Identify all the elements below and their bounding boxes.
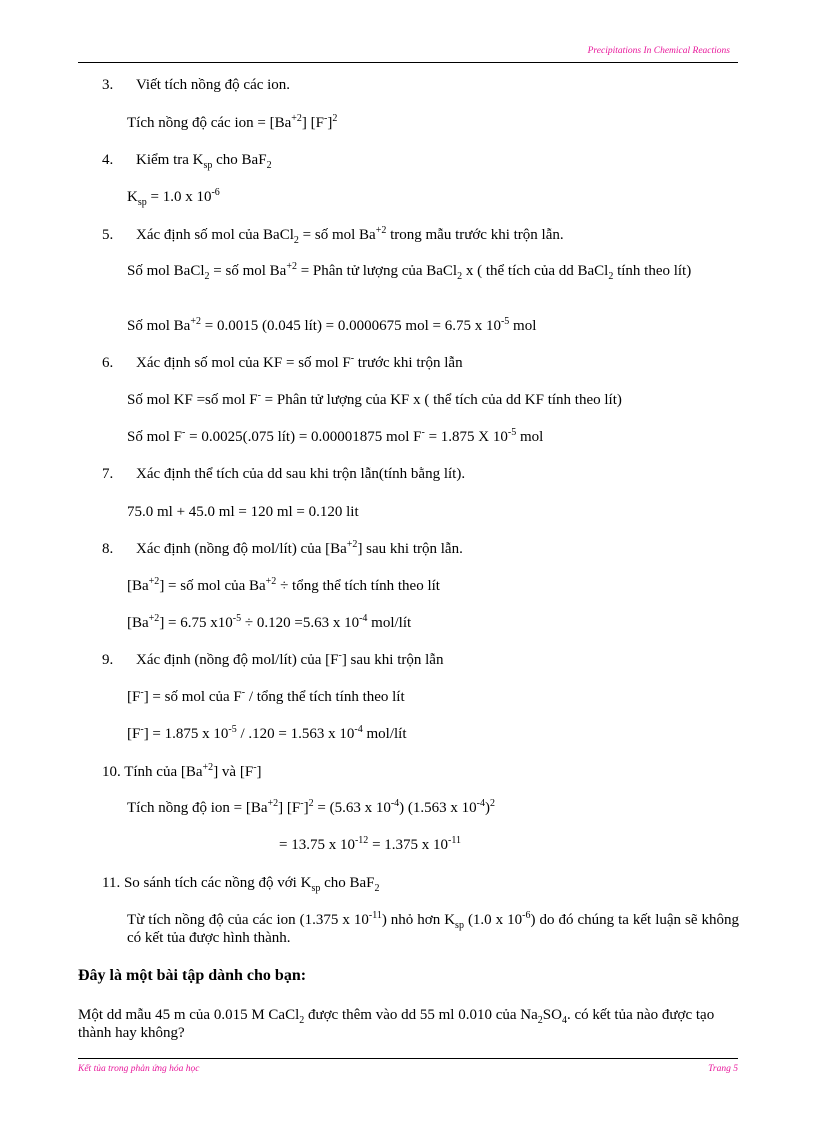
step-5-formula: Số mol BaCl$_2$ = số mol $Ba^{+2}$ = Phân tử lượng của BaCl$_2$ x ( thể tích của dd BaCl$_2$ tính theo lít) (127, 261, 692, 282)
page-header (78, 44, 738, 64)
header-title: Precipitations In Chemical Reactions (587, 46, 730, 56)
step-8-formula: $[Ba^{+2}]$ = số mol của $Ba^{+2}$ ÷ tổng thể tích tính theo lít (127, 576, 440, 594)
footer-rule (78, 1058, 738, 1059)
step-10-title: 10. Tính của $[Ba^{+2}]$ và [F-] (102, 762, 262, 780)
step-7-calc: 75.0 ml + 45.0 ml = 120 ml = 0.120 lit (127, 504, 359, 520)
step-4-ksp: $K_{sp} = 1.0$ x $10^{-6}$ (127, 187, 220, 208)
step-6-calc: Số mol F- = 0.0025(.075 lít) = 0.00001875 mol F- = 1.875 X $10^{-5}$ mol (127, 427, 544, 445)
step-8-calc: $[Ba^{+2}] = 6.75$ $x10^{-5} \div 0.120 =5.63$ x $10^{-4}$ mol/lít (127, 613, 412, 631)
step-11-title: 11. So sánh tích các nồng độ với $K_{sp}$ cho BaF$_2$ (102, 875, 380, 894)
step-5-calc: Số mol $Ba^{+2} = 0.0015$ (0.045 lít) = 0.0000675 mol = 6.75 x $10^{-5}$ mol (127, 316, 537, 334)
step-7-title: 7. Xác định thể tích của dd sau khi trộn lẫn(tính bằng lít). (102, 466, 466, 482)
step-10-formula: Tích nồng độ ion = $[Ba^{+2}] [F^-]^2 = (5.63$ x $10^{-4}$) (1.563 x $10^{-4})^2$ (127, 798, 496, 816)
step-6-formula: Số mol KF =số mol F- = Phân tử lượng của KF x ( thể tích của dd KF tính theo lít) (127, 390, 622, 408)
exercise-heading: Đây là một bài tập dành cho bạn: (78, 967, 307, 984)
step-3-title: 3. Viết tích nồng độ các ion. (102, 77, 291, 93)
footer-title: Kết tủa trong phản ứng hóa học (78, 1064, 200, 1074)
step-9-formula: [F-] = số mol của F- / tổng thể tích tính theo lít (127, 687, 405, 705)
step-11-conclusion: Từ tích nồng độ của các ion (1.375 x $10^{-11}$) nhỏ hơn $K_{sp}$ (1.0 x $10^{-6}$) do đó chúng ta kết luận sẽ không có kết tủa được hình thành. (127, 910, 739, 946)
step-6-title: 6. Xác định số mol của KF = số mol F- trước khi trộn lẫn (102, 353, 463, 371)
step-4-title: 4. Kiểm tra $K_{sp}$ cho BaF$_2$ (102, 152, 272, 171)
step-10-result: = 13.75 x $10^{-12} = 1.375$ x $10^{-11}$ (279, 835, 461, 853)
step-9-title: 9. Xác định (nồng độ mol/lít) của [F-] sau khi trộn lẫn (102, 650, 444, 668)
step-5-title: 5. Xác định số mol của BaCl$_2$ = số mol $Ba^{+2}$ trong mẫu trước khi trộn lẫn. (102, 225, 564, 246)
step-8-title: 8. Xác định (nồng độ mol/lít) của $[Ba^{+2}]$ sau khi trộn lẫn. (102, 539, 463, 557)
exercise-text: Một dd mẫu 45 m của 0.015 M CaCl$_2$ được thêm vào dd 55 ml 0.010 của $Na_2SO_4$. có kết tủa nào được tạo thành hay không? (78, 1007, 715, 1041)
page-footer (78, 1058, 738, 1088)
step-9-calc: [F-] = 1.875 x $10^{-5} / .120 = 1.563$ x $10^{-4}$ mol/lít (127, 724, 407, 742)
step-3-formula: Tích nồng độ các ion = $[Ba^{+2}]$ $[F^-]^2$ (127, 113, 338, 131)
header-rule (78, 62, 738, 63)
page-number: Trang 5 (708, 1064, 738, 1074)
